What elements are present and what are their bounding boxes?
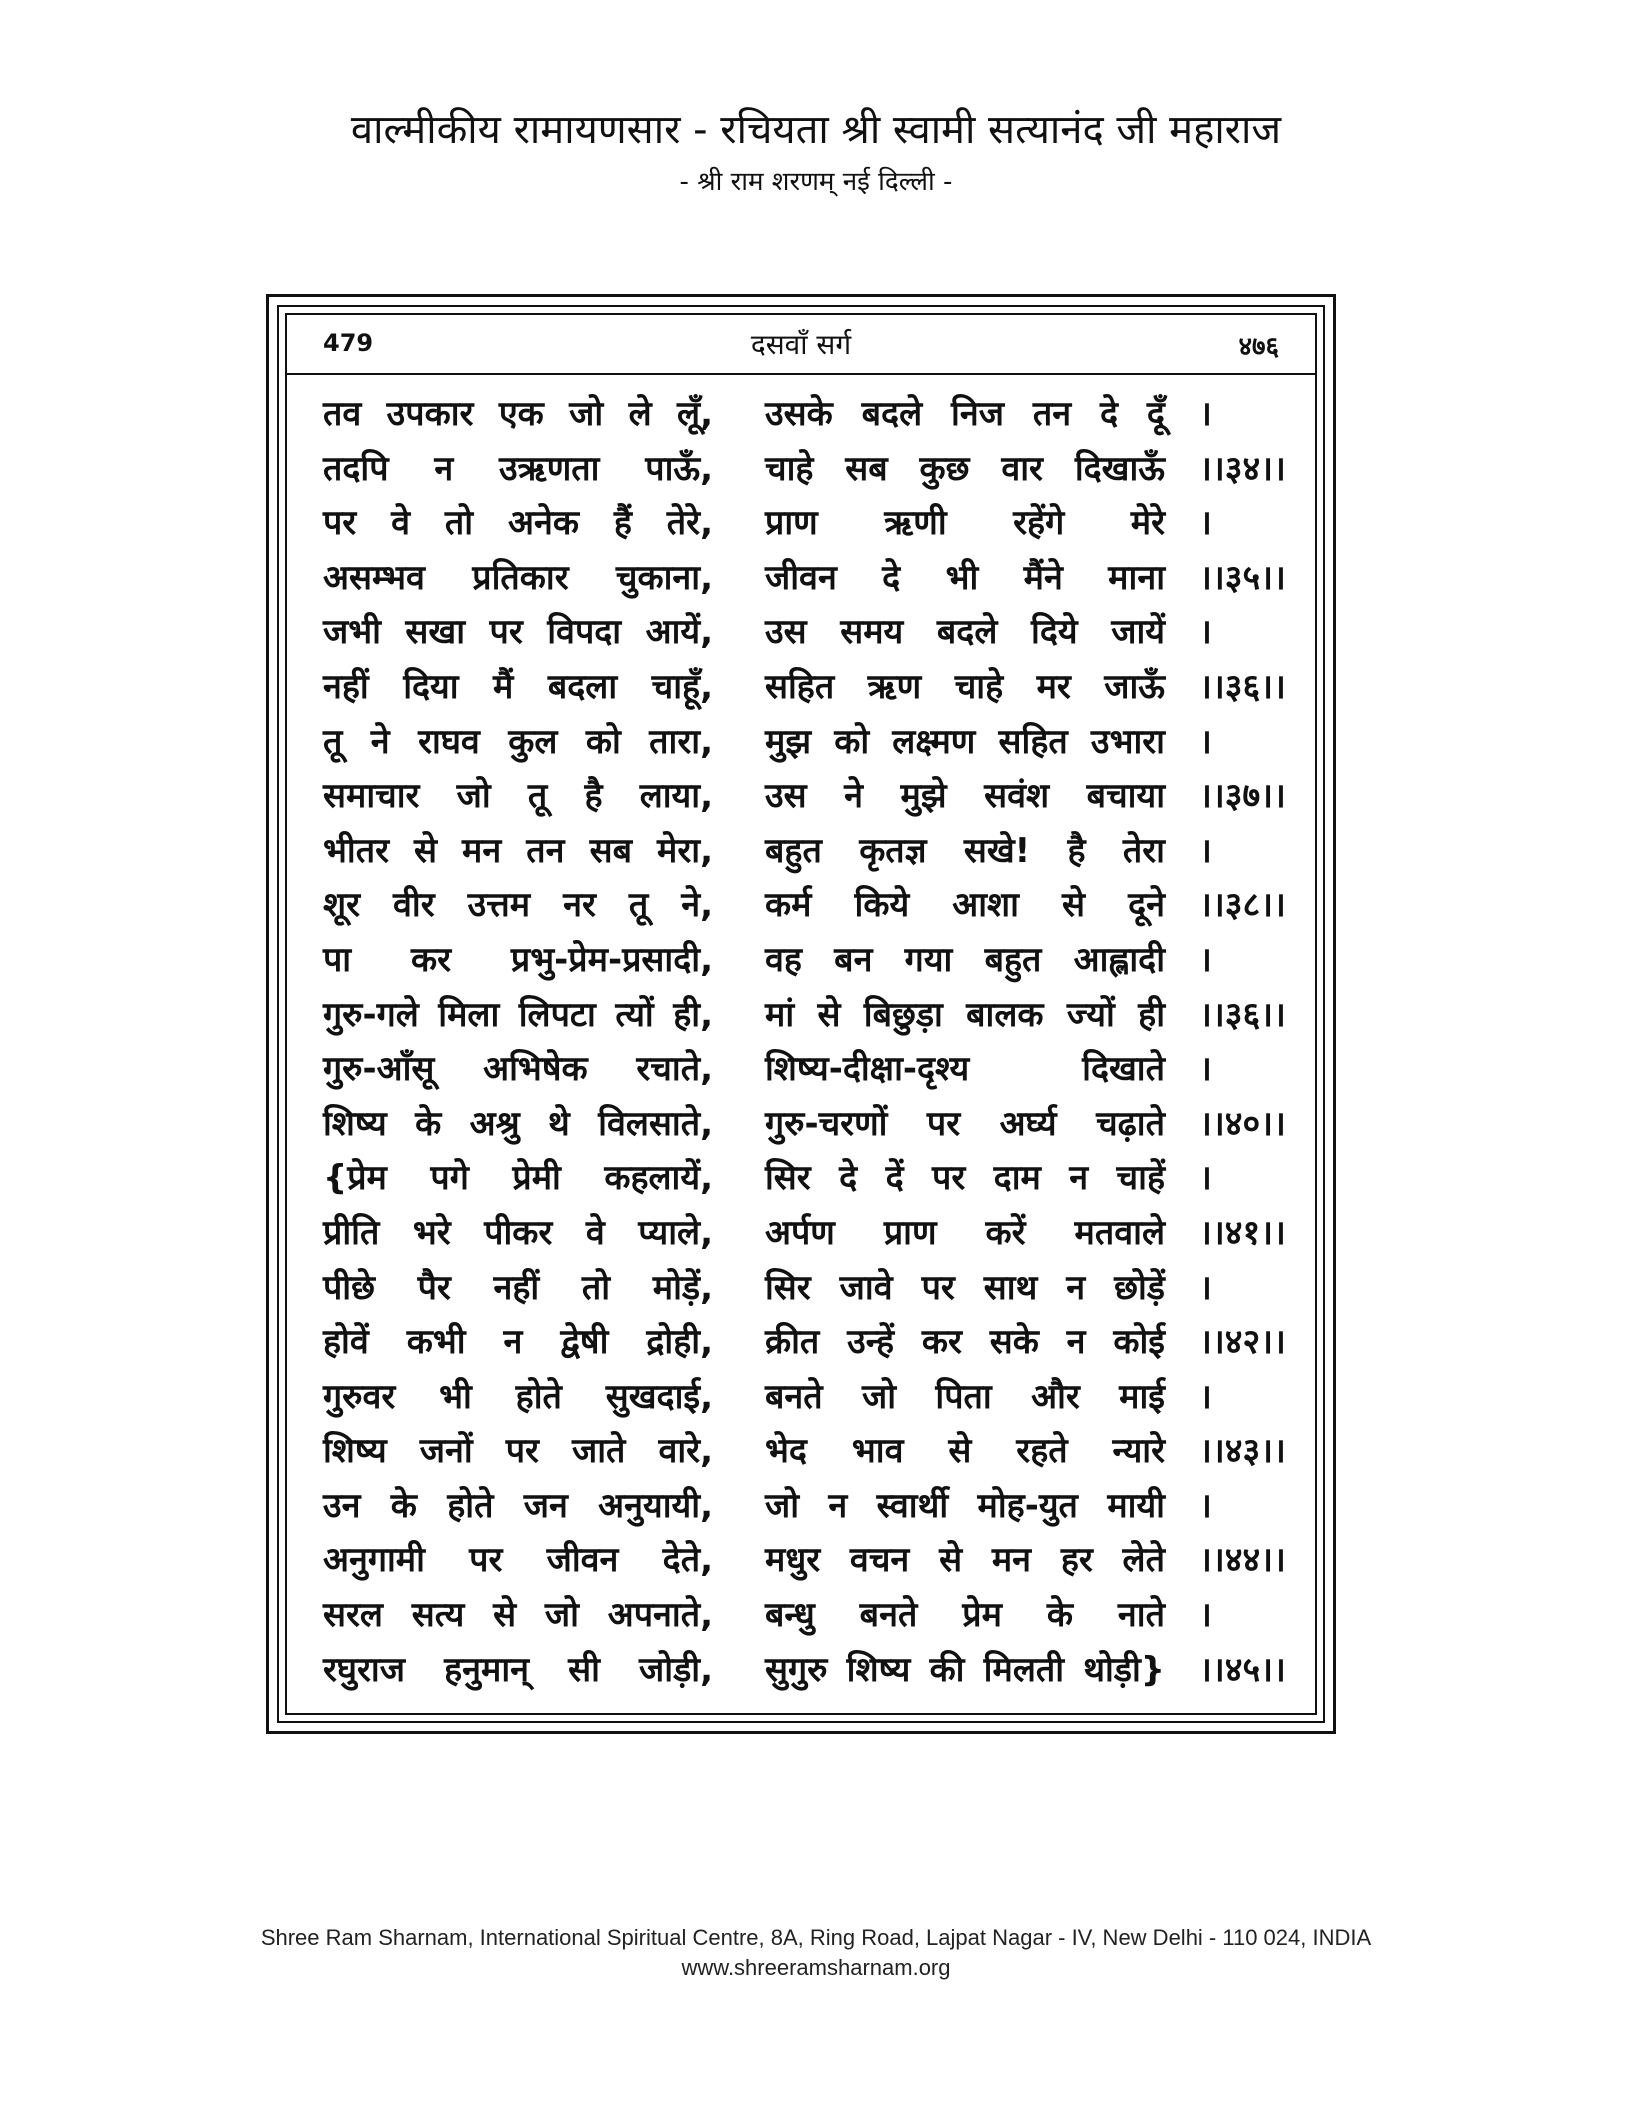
- verse-line: [287, 1202, 1315, 1257]
- verse-left-half: रघुराज हनुमान् सी जोड़ी,: [323, 1649, 713, 1690]
- verse-left-half: गुरु-गले मिला लिपटा त्यों ही,: [323, 994, 713, 1035]
- verse-mark: ।।३६।।: [1199, 994, 1286, 1035]
- verse-mark: ।।४१।।: [1199, 1212, 1286, 1253]
- verse-right-half: क्रीत उन्हें कर सके न कोई: [765, 1322, 1165, 1363]
- verse-left-half: तू ने राघव कुल को तारा,: [323, 721, 713, 762]
- verse-line: [287, 711, 1315, 766]
- verse-left-half: तव उपकार एक जो ले लूँ,: [323, 394, 713, 434]
- verse-mark: ।।४०।।: [1199, 1103, 1286, 1144]
- verse-line: [287, 383, 1315, 438]
- verse-mark: ।।३७।।: [1199, 776, 1286, 817]
- verse-mark: ।: [1199, 1485, 1212, 1526]
- verse-line: [287, 765, 1315, 820]
- verse-line: [287, 1420, 1315, 1475]
- verse-mark: ।।३६।।: [1199, 666, 1286, 707]
- verse-left-half: असम्भव प्रतिकार चुकाना,: [323, 557, 713, 598]
- verse-panel: [285, 313, 1317, 1715]
- verse-right-half: बनते जो पिता और माई: [765, 1376, 1165, 1417]
- verse-left-half: शूर वीर उत्तम नर तू ने,: [323, 885, 713, 926]
- verse-line: [287, 1257, 1315, 1312]
- verse-line: [287, 438, 1315, 493]
- verse-line: [287, 1529, 1315, 1584]
- verse-line: [287, 1584, 1315, 1639]
- verse-mark: ।: [1199, 394, 1212, 434]
- verse-mark: ।।४४।।: [1199, 1540, 1286, 1581]
- verse-right-half: कर्म किये आशा से दूने: [765, 885, 1165, 926]
- verse-mark: ।: [1199, 1595, 1212, 1636]
- verse-left-half: उन के होते जन अनुयायी,: [323, 1485, 713, 1526]
- verse-left-half: पीछे पैर नहीं तो मोड़ें,: [323, 1267, 713, 1308]
- verse-right-half: बन्धु बनते प्रेम के नाते: [765, 1595, 1165, 1636]
- verse-right-half: सिर जावे पर साथ न छोड़ें: [765, 1267, 1165, 1308]
- verse-mark: ।: [1199, 612, 1212, 653]
- verse-left-half: गुरु-आँसू अभिषेक रचाते,: [323, 1049, 713, 1090]
- verse-left-half: पर वे तो अनेक हैं तेरे,: [323, 503, 713, 544]
- verse-left-half: समाचार जो तू है लाया,: [323, 776, 713, 817]
- verse-mark: ।।४५।।: [1199, 1649, 1286, 1690]
- verse-mark: ।: [1199, 503, 1212, 544]
- verse-left-half: अनुगामी पर जीवन देते,: [323, 1540, 713, 1581]
- verse-line: [287, 1038, 1315, 1093]
- verse-right-half: गुरु-चरणों पर अर्घ्य चढ़ाते: [765, 1103, 1165, 1144]
- verse-right-half: भेद भाव से रहते न्यारे: [765, 1431, 1165, 1472]
- verse-left-half: जभी सखा पर विपदा आयें,: [323, 612, 713, 653]
- verse-mark: ।: [1199, 830, 1212, 871]
- verse-left-half: सरल सत्य से जो अपनाते,: [323, 1595, 713, 1636]
- verse-line: [287, 1147, 1315, 1202]
- verse-left-half: होवें कभी न द्वेषी द्रोही,: [323, 1322, 713, 1363]
- page-number-devanagari: ४७६: [1238, 332, 1279, 362]
- verse-right-half: सहित ऋण चाहे मर जाऊँ: [765, 666, 1165, 707]
- verse-line: [287, 984, 1315, 1039]
- verse-right-half: चाहे सब कुछ वार दिखाऊँ: [765, 448, 1165, 489]
- verse-line: [287, 929, 1315, 984]
- page-number-latin: 479: [323, 329, 374, 357]
- verse-left-half: प्रीति भरे पीकर वे प्याले,: [323, 1212, 713, 1253]
- verse-line: [287, 547, 1315, 602]
- verse-frame: [266, 294, 1336, 1734]
- verse-left-half: भीतर से मन तन सब मेरा,: [323, 830, 713, 871]
- verse-list: [287, 383, 1315, 1693]
- verse-left-half: शिष्य जनों पर जाते वारे,: [323, 1431, 713, 1472]
- verse-mark: ।: [1199, 721, 1212, 762]
- verse-mark: ।: [1199, 1267, 1212, 1308]
- verse-right-half: बहुत कृतज्ञ सखे! है तेरा: [765, 830, 1165, 871]
- verse-right-half: उस समय बदले दिये जायें: [765, 612, 1165, 653]
- verse-mark: ।।४३।।: [1199, 1431, 1286, 1472]
- footer-address: Shree Ram Sharnam, International Spiritual Centre, 8A, Ring Road, Lajpat Nagar - IV, New Delhi - 110 024, INDIA: [260, 1925, 1372, 1950]
- chapter-title: दसवाँ सर्ग: [750, 328, 852, 361]
- verse-line: [287, 874, 1315, 929]
- verse-left-half: {प्रेम पगे प्रेमी कहलायें,: [323, 1158, 713, 1199]
- verse-line: [287, 492, 1315, 547]
- verse-line: [287, 1311, 1315, 1366]
- verse-left-half: पा कर प्रभु-प्रेम-प्रसादी,: [323, 939, 713, 980]
- verse-mark: ।।३५।।: [1199, 557, 1286, 598]
- verse-right-half: वह बन गया बहुत आह्लादी: [765, 939, 1165, 980]
- verse-line: [287, 1093, 1315, 1148]
- verse-right-half: मुझ को लक्ष्मण सहित उभारा: [765, 721, 1165, 762]
- verse-right-half: शिष्य-दीक्षा-दृश्य दिखाते: [765, 1049, 1165, 1090]
- verse-right-half: जो न स्वार्थी मोह-युत मायी: [765, 1485, 1165, 1526]
- verse-left-half: गुरुवर भी होते सुखदाई,: [323, 1376, 713, 1417]
- verse-line: [287, 1366, 1315, 1421]
- verse-line: [287, 1475, 1315, 1530]
- verse-line: [287, 820, 1315, 875]
- header-subtitle: - श्री राम शरणम् नई दिल्ली -: [679, 167, 953, 197]
- verse-left-half: नहीं दिया मैं बदला चाहूँ,: [323, 666, 713, 707]
- verse-frame-inner: [277, 305, 1325, 1723]
- verse-left-half: तदपि न उऋणता पाऊँ,: [323, 448, 713, 489]
- verse-right-half: मधुर वचन से मन हर लेते: [765, 1540, 1165, 1581]
- verse-right-half: अर्पण प्राण करें मतवाले: [765, 1212, 1165, 1253]
- verse-right-half: उस ने मुझे सवंश बचाया: [765, 776, 1165, 817]
- verse-mark: ।।३४।।: [1199, 448, 1286, 489]
- footer-url: www.shreeramsharnam.org: [681, 1955, 951, 1980]
- verse-right-half: जीवन दे भी मैंने माना: [765, 557, 1165, 598]
- verse-mark: ।: [1199, 1049, 1212, 1090]
- verse-right-half: सुगुरु शिष्य की मिलती थोड़ी}: [765, 1649, 1165, 1690]
- title-bar: [287, 315, 1315, 375]
- verse-mark: ।: [1199, 1158, 1212, 1199]
- verse-mark: ।।४२।।: [1199, 1322, 1286, 1363]
- verse-right-half: मां से बिछुड़ा बालक ज्यों ही: [765, 994, 1165, 1035]
- verse-right-half: प्राण ऋणी रहेंगे मेरे: [765, 503, 1165, 544]
- verse-right-half: उसके बदले निज तन दे दूँ: [765, 394, 1165, 434]
- verse-line: [287, 1639, 1315, 1694]
- verse-line: [287, 656, 1315, 711]
- verse-line: [287, 601, 1315, 656]
- verse-mark: ।: [1199, 939, 1212, 980]
- verse-right-half: सिर दे दें पर दाम न चाहें: [765, 1158, 1165, 1199]
- header-title: वाल्मीकीय रामायणसार - रचियता श्री स्वामी सत्यानंद जी महाराज: [350, 107, 1282, 153]
- verse-mark: ।: [1199, 1376, 1212, 1417]
- verse-left-half: शिष्य के अश्रु थे विलसाते,: [323, 1103, 713, 1144]
- verse-mark: ।।३८।।: [1199, 885, 1286, 926]
